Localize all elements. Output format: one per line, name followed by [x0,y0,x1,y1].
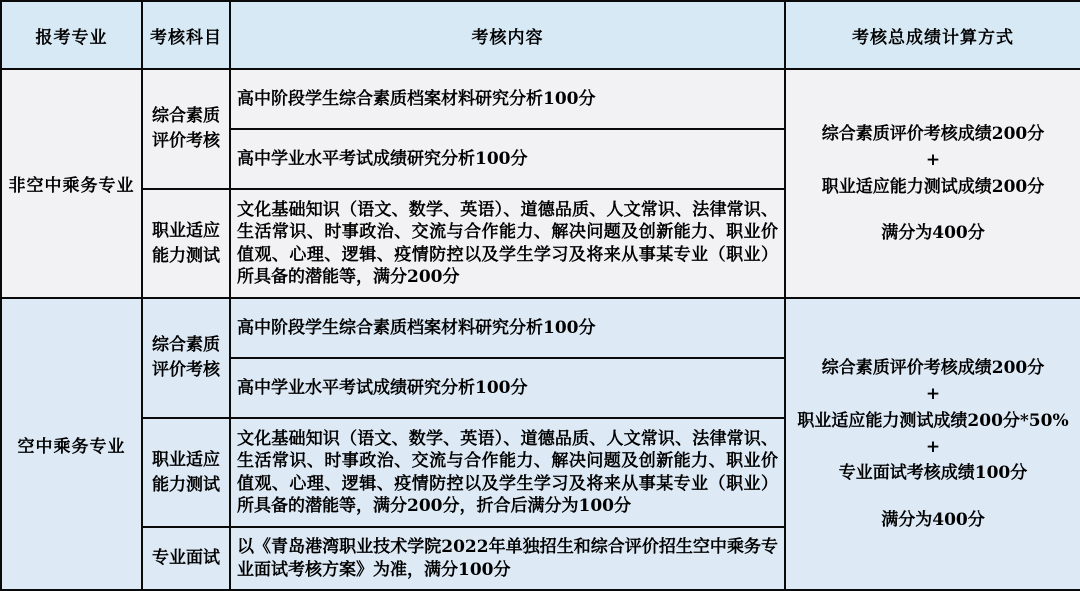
major-cell-flight: 空中乘务专业 [1,298,142,590]
calc-line: 职业适应能力测试成绩200分*50% [797,410,1069,431]
calc-plus: + [925,384,941,405]
subject-line: 能力测试 [152,245,220,266]
content-cell: 高中阶段学生综合素质档案材料研究分析100分 [230,298,785,358]
subject-cell-vocational [142,418,230,527]
subject-cell-comprehensive [142,69,230,189]
calc-plus: + [925,150,941,171]
subject-line: 能力测试 [152,474,220,495]
calc-line: 综合素质评价考核成绩200分 [821,123,1045,144]
calc-plus: + [925,437,941,457]
calc-cell-non-flight [785,69,1080,298]
header-major: 报考专业 [1,1,142,69]
subject-line: 评价考核 [152,360,220,380]
calc-total: 满分为400分 [881,509,985,530]
calc-line: 职业适应能力测试成绩200分 [821,176,1045,197]
content-cell: 以《青岛港湾职业技术学院2022年单独招生和综合评价招生空中乘务专业面试考核方案》为准，满分100分 [230,527,785,590]
table-row [1,69,1080,129]
content-cell: 文化基础知识（语文、数学、英语）、道德品质、人文常识、法律常识、生活常识、时事政治、交流与合作能力、解决问题及创新能力、职业价值观、心理、逻辑、疫情防控以及学生学习及将来从事某专业（职业）所具备的潜能等，满分200分 [230,189,785,298]
subject-line: 职业适应 [152,220,220,241]
calc-line: 专业面试考核成绩100分 [838,463,1028,484]
header-content: 考核内容 [230,1,785,69]
major-cell-non-flight: 非空中乘务专业 [1,69,142,298]
subject-cell-vocational [142,189,230,298]
header-calculation: 考核总成绩计算方式 [785,1,1080,69]
content-cell: 高中学业水平考试成绩研究分析100分 [230,129,785,189]
header-subject: 考核科目 [142,1,230,69]
table-row [1,298,1080,358]
subject-cell-interview: 专业面试 [142,527,230,590]
calc-line: 综合素质评价考核成绩200分 [821,357,1045,378]
subject-cell-comprehensive [142,298,230,418]
subject-line: 综合素质 [152,335,220,356]
subject-line: 评价考核 [152,131,220,151]
calc-total: 满分为400分 [881,222,985,243]
header-row [1,1,1080,69]
content-cell: 文化基础知识（语文、数学、英语）、道德品质、人文常识、法律常识、生活常识、时事政治、交流与合作能力、解决问题及创新能力、职业价值观、心理、逻辑、疫情防控以及学生学习及将来从事某专业（职业）所具备的潜能等，满分200分，折合后满分为100分 [230,418,785,527]
content-cell: 高中学业水平考试成绩研究分析100分 [230,358,785,418]
subject-line: 综合素质 [152,106,220,127]
subject-line: 职业适应 [152,449,220,470]
content-cell: 高中阶段学生综合素质档案材料研究分析100分 [230,69,785,129]
calc-cell-flight [785,298,1080,590]
